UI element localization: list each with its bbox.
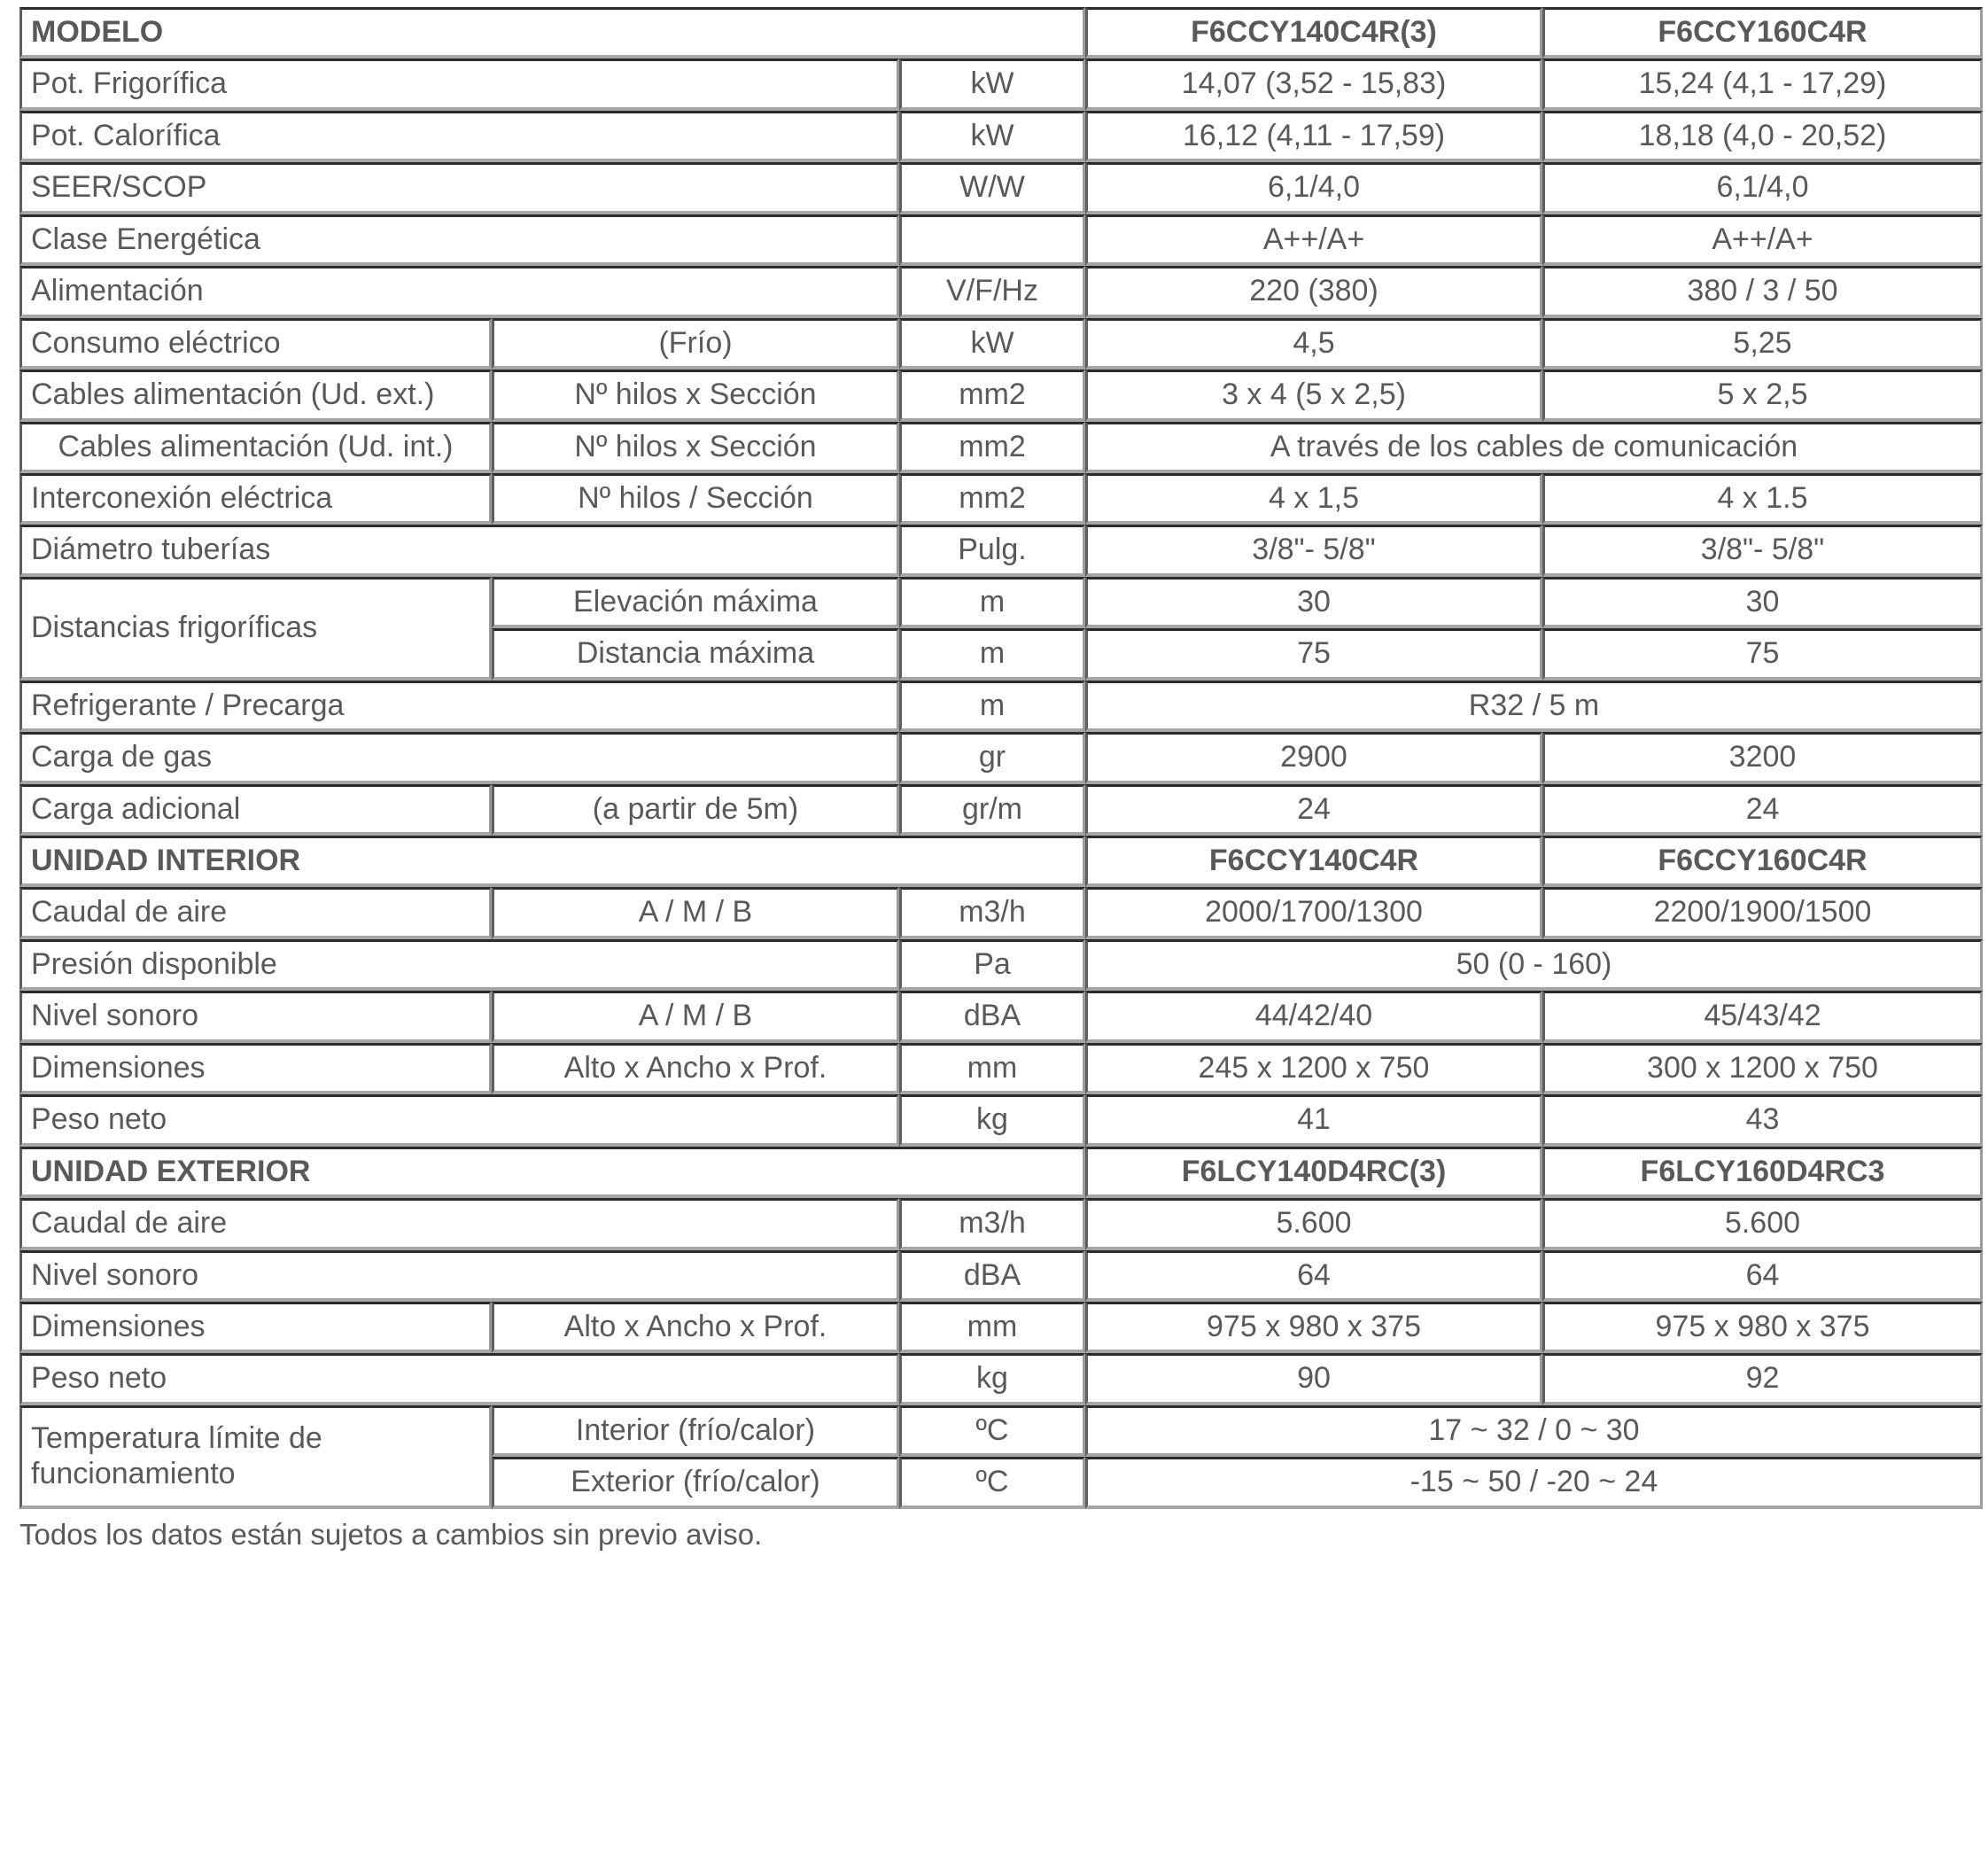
row-sublabel: Nº hilos x Sección — [492, 370, 899, 421]
table-row — [19, 214, 1983, 266]
row-value-2: 5.600 — [1542, 1198, 1983, 1249]
header-label: MODELO — [19, 7, 1085, 58]
row-label: Nivel sonoro — [19, 1250, 899, 1302]
row-label: Cables alimentación (Ud. ext.) — [19, 370, 492, 421]
table-row — [19, 525, 1983, 576]
row-label: SEER/SCOP — [19, 162, 899, 214]
row-label: Clase Energética — [19, 214, 899, 266]
row-label: Refrigerante / Precarga — [19, 681, 899, 732]
row-unit — [899, 214, 1085, 266]
table-body — [19, 7, 1983, 1509]
table-row — [19, 1353, 1983, 1404]
row-value-span: A través de los cables de comunicación — [1085, 422, 1983, 473]
row-unit: V/F/Hz — [899, 266, 1085, 317]
table-row — [19, 1405, 1983, 1457]
row-unit: m3/h — [899, 1198, 1085, 1249]
row-unit: m — [899, 577, 1085, 628]
section-label-interior: UNIDAD INTERIOR — [19, 836, 1085, 887]
section-model-1: F6LCY140D4RC(3) — [1085, 1147, 1542, 1198]
row-label: Cables alimentación (Ud. int.) — [19, 422, 492, 473]
row-value-span: -15 ~ 50 / -20 ~ 24 — [1085, 1457, 1983, 1508]
row-value-2: 6,1/4,0 — [1542, 162, 1983, 214]
row-label: Pot. Frigorífica — [19, 58, 899, 110]
row-unit: dBA — [899, 991, 1085, 1042]
row-label: Pot. Calorífica — [19, 111, 899, 162]
row-value-1: A++/A+ — [1085, 214, 1542, 266]
row-value-1: 90 — [1085, 1353, 1542, 1404]
table-row — [19, 939, 1983, 991]
specification-table — [19, 7, 1983, 1509]
row-sublabel: (a partir de 5m) — [492, 784, 899, 836]
row-value-2: 5,25 — [1542, 318, 1983, 370]
row-unit: mm2 — [899, 370, 1085, 421]
row-value-2: 43 — [1542, 1094, 1983, 1146]
row-sublabel: Alto x Ancho x Prof. — [492, 1302, 899, 1353]
row-value-2: 2200/1900/1500 — [1542, 887, 1983, 938]
row-value-1: 975 x 980 x 375 — [1085, 1302, 1542, 1353]
row-sublabel: Interior (frío/calor) — [492, 1405, 899, 1457]
table-row — [19, 318, 1983, 370]
row-value-2: 18,18 (4,0 - 20,52) — [1542, 111, 1983, 162]
row-sublabel: A / M / B — [492, 887, 899, 938]
row-unit: m — [899, 628, 1085, 680]
row-unit: kW — [899, 318, 1085, 370]
table-row — [19, 266, 1983, 317]
table-row — [19, 1198, 1983, 1249]
row-value-2: 5 x 2,5 — [1542, 370, 1983, 421]
table-row — [19, 1043, 1983, 1094]
section-label-exterior: UNIDAD EXTERIOR — [19, 1147, 1085, 1198]
row-value-1: 5.600 — [1085, 1198, 1542, 1249]
table-row — [19, 1250, 1983, 1302]
table-row — [19, 370, 1983, 421]
row-unit: dBA — [899, 1250, 1085, 1302]
row-value-1: 24 — [1085, 784, 1542, 836]
row-value-1: 30 — [1085, 577, 1542, 628]
row-value-1: 245 x 1200 x 750 — [1085, 1043, 1542, 1094]
row-sublabel: Elevación máxima — [492, 577, 899, 628]
row-value-span: R32 / 5 m — [1085, 681, 1983, 732]
row-value-1: 44/42/40 — [1085, 991, 1542, 1042]
row-label: Alimentación — [19, 266, 899, 317]
row-value-2: 3200 — [1542, 732, 1983, 783]
row-value-2: 24 — [1542, 784, 1983, 836]
row-value-2: 975 x 980 x 375 — [1542, 1302, 1983, 1353]
row-unit: mm2 — [899, 422, 1085, 473]
table-row — [19, 577, 1983, 628]
section-model-2: F6CCY160C4R — [1542, 836, 1983, 887]
row-value-1: 75 — [1085, 628, 1542, 680]
row-label: Caudal de aire — [19, 1198, 899, 1249]
row-value-2: 75 — [1542, 628, 1983, 680]
table-row-section-exterior — [19, 1147, 1983, 1198]
row-unit: Pulg. — [899, 525, 1085, 576]
header-model-1: F6CCY140C4R(3) — [1085, 7, 1542, 58]
row-sublabel: Nº hilos x Sección — [492, 422, 899, 473]
row-value-1: 2900 — [1085, 732, 1542, 783]
row-value-2: 30 — [1542, 577, 1983, 628]
row-sublabel: A / M / B — [492, 991, 899, 1042]
table-row — [19, 887, 1983, 938]
row-unit: mm2 — [899, 473, 1085, 525]
row-value-1: 3/8"- 5/8" — [1085, 525, 1542, 576]
row-unit: gr/m — [899, 784, 1085, 836]
row-value-span: 17 ~ 32 / 0 ~ 30 — [1085, 1405, 1983, 1457]
table-row — [19, 111, 1983, 162]
row-label: Carga de gas — [19, 732, 899, 783]
row-unit: W/W — [899, 162, 1085, 214]
table-row — [19, 58, 1983, 110]
row-value-1: 64 — [1085, 1250, 1542, 1302]
row-sublabel: Distancia máxima — [492, 628, 899, 680]
row-sublabel: (Frío) — [492, 318, 899, 370]
row-value-span: 50 (0 - 160) — [1085, 939, 1983, 991]
table-row — [19, 732, 1983, 783]
table-row — [19, 1302, 1983, 1353]
header-model-2: F6CCY160C4R — [1542, 7, 1983, 58]
row-value-1: 6,1/4,0 — [1085, 162, 1542, 214]
row-unit: m — [899, 681, 1085, 732]
row-value-2: 380 / 3 / 50 — [1542, 266, 1983, 317]
row-sublabel: Nº hilos / Sección — [492, 473, 899, 525]
row-value-1: 4,5 — [1085, 318, 1542, 370]
table-row — [19, 681, 1983, 732]
table-row — [19, 784, 1983, 836]
row-label: Interconexión eléctrica — [19, 473, 492, 525]
table-row — [19, 473, 1983, 525]
row-value-2: 3/8"- 5/8" — [1542, 525, 1983, 576]
table-row-section-interior — [19, 836, 1983, 887]
row-value-1: 16,12 (4,11 - 17,59) — [1085, 111, 1542, 162]
row-value-2: 45/43/42 — [1542, 991, 1983, 1042]
row-label: Distancias frigoríficas — [19, 577, 492, 681]
footnote: Todos los datos están sujetos a cambios sin previo aviso. — [19, 1517, 763, 1551]
row-label: Consumo eléctrico — [19, 318, 492, 370]
row-value-1: 2000/1700/1300 — [1085, 887, 1542, 938]
row-unit: kW — [899, 58, 1085, 110]
row-label: Diámetro tuberías — [19, 525, 899, 576]
row-value-1: 14,07 (3,52 - 15,83) — [1085, 58, 1542, 110]
row-unit: kg — [899, 1094, 1085, 1146]
table-row-header — [19, 7, 1983, 58]
row-value-2: 92 — [1542, 1353, 1983, 1404]
row-unit: mm — [899, 1043, 1085, 1094]
table-row — [19, 422, 1983, 473]
row-sublabel: Exterior (frío/calor) — [492, 1457, 899, 1508]
row-value-1: 41 — [1085, 1094, 1542, 1146]
row-unit: ºC — [899, 1457, 1085, 1508]
row-value-1: 3 x 4 (5 x 2,5) — [1085, 370, 1542, 421]
row-value-1: 4 x 1,5 — [1085, 473, 1542, 525]
row-sublabel: Alto x Ancho x Prof. — [492, 1043, 899, 1094]
row-value-2: 64 — [1542, 1250, 1983, 1302]
row-label: Temperatura límite de funcionamiento — [19, 1405, 492, 1509]
row-unit: Pa — [899, 939, 1085, 991]
row-label: Dimensiones — [19, 1302, 492, 1353]
row-value-2: 300 x 1200 x 750 — [1542, 1043, 1983, 1094]
row-value-2: 15,24 (4,1 - 17,29) — [1542, 58, 1983, 110]
section-model-1: F6CCY140C4R — [1085, 836, 1542, 887]
row-label: Dimensiones — [19, 1043, 492, 1094]
row-label: Peso neto — [19, 1094, 899, 1146]
row-label: Caudal de aire — [19, 887, 492, 938]
row-value-1: 220 (380) — [1085, 266, 1542, 317]
row-label: Carga adicional — [19, 784, 492, 836]
table-row — [19, 1094, 1983, 1146]
row-label: Presión disponible — [19, 939, 899, 991]
row-unit: m3/h — [899, 887, 1085, 938]
row-unit: kW — [899, 111, 1085, 162]
table-row — [19, 162, 1983, 214]
row-unit: mm — [899, 1302, 1085, 1353]
row-label: Nivel sonoro — [19, 991, 492, 1042]
row-value-2: A++/A+ — [1542, 214, 1983, 266]
row-unit: kg — [899, 1353, 1085, 1404]
row-unit: gr — [899, 732, 1085, 783]
table-row — [19, 991, 1983, 1042]
row-unit: ºC — [899, 1405, 1085, 1457]
row-value-2: 4 x 1.5 — [1542, 473, 1983, 525]
section-model-2: F6LCY160D4RC3 — [1542, 1147, 1983, 1198]
row-label: Peso neto — [19, 1353, 899, 1404]
spec-sheet — [0, 7, 1988, 1875]
